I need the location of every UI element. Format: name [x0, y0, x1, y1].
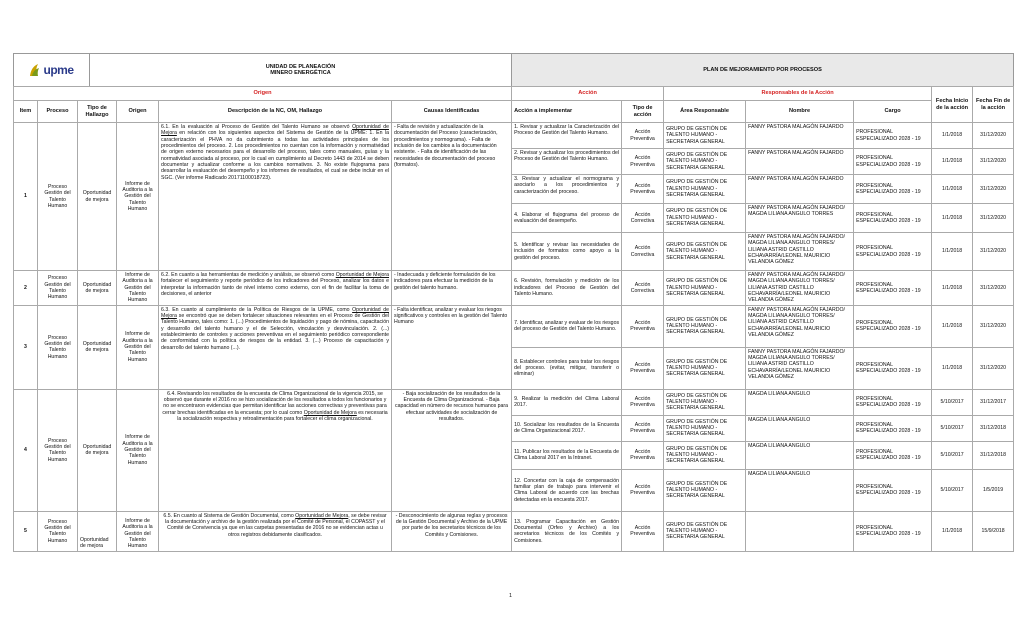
fecha-inicio-cell: 1/1/2018	[932, 347, 973, 389]
proceso-cell: Proceso Gestión del Talento Humano	[38, 271, 78, 306]
logo-cell	[14, 54, 90, 87]
group-accion: Acción	[512, 87, 664, 101]
fecha-fin-cell: 31/12/2020	[973, 149, 1014, 175]
col-fecha-fin: Fecha Fin de la acción	[973, 87, 1014, 123]
col-tipo-hallazgo: Tipo de Hallazgo	[78, 101, 117, 123]
nombre-cell: MAGDA LILIANA ANGULO	[746, 469, 854, 511]
tipo-accion-cell: Acción Correctiva	[622, 233, 664, 271]
causas-cell: - Falta identificar, analizar y evaluar los riesgos significativos y controles en la gestión del Talento Humano	[392, 305, 512, 389]
tipo-accion-cell: Acción Preventiva	[622, 511, 664, 551]
tipo-accion-cell: Acción Preventiva	[622, 149, 664, 175]
accion-cell: 1. Revisar y actualizar la Caracterización del Proceso de Gestión del Talento Humano.	[512, 123, 622, 149]
accion-cell: 13. Programar Capacitación en Gestión Documental (Orfeo y Archivo) a los secretarios técnicos de los Comités y Comisiones.	[512, 511, 622, 551]
nombre-cell: FANNY PASTORA MALAGÓN FAJARDO/ MAGDA LILIANA ANGULO TORRES/ LILIANA ASTRID CASTILLO ECHAVARRÍA/LEONEL MAURICIO VELANDIA GÓMEZ	[746, 271, 854, 306]
area-cell: GRUPO DE GESTIÓN DE TALENTO HUMANO - SECRETARIA GENERAL	[664, 389, 746, 415]
accion-cell: 3. Revisar y actualizar el normograma y asociarlo a los procedimientos y caracterización del proceso.	[512, 175, 622, 204]
descripcion-cell	[159, 271, 392, 306]
page-number: 1	[509, 593, 513, 599]
fecha-inicio-cell: 5/10/2017	[932, 415, 973, 441]
area-cell: GRUPO DE GESTIÓN DE TALENTO HUMANO - SECRETARIA GENERAL	[664, 305, 746, 347]
column-header-row	[14, 101, 1014, 123]
origen-cell: Informe de Auditoria a la Gestión del Talento Humano	[117, 271, 159, 306]
fecha-fin-cell: 31/12/2020	[973, 233, 1014, 271]
accion-cell: 8. Establecer controles para tratar los riesgos del proceso. (evitar, mitigar, transferir o eliminar)	[512, 347, 622, 389]
nombre-cell	[746, 511, 854, 551]
causas-cell: - Desconocimiento de algunas reglas y procesos de la Gestión Documental y Archivo de la UPME por parte de los secretarios técnicos de los Comités y Comisiones.	[392, 511, 512, 551]
cargo-cell: PROFESIONAL ESPECIALIZADO 2028 - 19	[854, 271, 932, 306]
cargo-cell: PROFESIONAL ESPECIALIZADO 2028 - 19	[854, 204, 932, 233]
cargo-cell: PROFESIONAL ESPECIALIZADO 2028 - 19	[854, 305, 932, 347]
nombre-cell: MAGDA LILIANA ANGULO	[746, 415, 854, 441]
col-causas: Causas Identificadas	[392, 101, 512, 123]
fecha-fin-cell: 31/12/2020	[973, 123, 1014, 149]
fecha-fin-cell: 31/12/2020	[973, 204, 1014, 233]
desc-om: Oportunidad de Mejora	[161, 124, 390, 137]
descripcion-cell	[159, 511, 392, 551]
cargo-cell: PROFESIONAL ESPECIALIZADO 2028 - 19	[854, 175, 932, 204]
desc-text: 6.3. En cuanto al cumplimiento de la Política de Riesgos de la UPME, como	[161, 306, 353, 313]
col-descripcion: Descripción de la NC, OM, Hallazgo	[159, 101, 392, 123]
proceso-cell: Proceso Gestión del Talento Humano	[38, 123, 78, 271]
desc-text: 6.5. En cuanto al Sistema de Gestión Documental, como	[163, 512, 296, 519]
accion-cell: 5. Identificar y revisar las necesidades de inclusión de formatos como apoyo a la gestión del proceso.	[512, 233, 622, 271]
origen-cell: Informe de Auditoria a la Gestión del Talento Humano	[117, 389, 159, 511]
fecha-fin-cell: 15/9/2018	[973, 511, 1014, 551]
upme-logo	[15, 63, 88, 77]
group-responsables: Responsables de la Acción	[664, 87, 932, 101]
org-line-1: UNIDAD DE PLANEACIÓN	[265, 64, 336, 70]
desc-text-rest: es necesaria la socialización respectiva y retroalimentación para fortalecer el clima organizacional.	[177, 409, 388, 423]
logo-text: upme	[43, 63, 74, 77]
descripcion-cell	[159, 389, 392, 511]
cargo-cell: PROFESIONAL ESPECIALIZADO 2028 - 19	[854, 441, 932, 469]
accion-cell: 9. Realizar la medición del Clima Laboral 2017.	[512, 389, 622, 415]
fecha-fin-cell: 31/12/2020	[973, 305, 1014, 347]
item-number: 3	[14, 305, 38, 389]
tipo-hallazgo-cell: Oportunidad de mejora	[78, 271, 117, 306]
desc-om: Oportunidad de Mejora	[161, 306, 389, 320]
desc-text-rest: fortalecer el seguimiento y reporte periódico de los indicadores del Proceso, analizar los datos e interpretar la información tanto de nivel interno como externo, con el fin de facilitar la toma de decisiones, el anterior	[161, 278, 389, 298]
table-row	[14, 271, 1014, 306]
fecha-inicio-cell: 1/1/2018	[932, 233, 973, 271]
fecha-fin-cell: 31/12/2018	[973, 415, 1014, 441]
org-line-2: MINERO ENERGÉTICA	[270, 70, 331, 76]
nombre-cell: FANNY PASTORA MALAGÓN FAJARDO/ MAGDA LILIANA ANGULO TORRES/ LILIANA ASTRID CASTILLO ECHAVARRÍA/LEONEL MAURICIO VELANDIA GÓMEZ	[746, 233, 854, 271]
item-number: 4	[14, 389, 38, 511]
nombre-cell: FANNY PASTORA MALAGÓN FAJARDO/ MAGDA LILIANA ANGULO TORRES/ LILIANA ASTRID CASTILLO ECHAVARRÍA/LEONEL MAURICIO VELANDIA GÓMEZ	[746, 347, 854, 389]
cargo-cell: PROFESIONAL ESPECIALIZADO 2028 - 19	[854, 347, 932, 389]
tipo-accion-cell: Acción Preventiva	[622, 469, 664, 511]
desc-text-rest: en relación con los siguientes aspectos del Sistema de Gestión de la UPME: 1. En la caracterización el PHVA no da cubrimiento a todas las actividades principales de los procedimientos del proceso. 2. Los procedimientos no cuentan con la información y normatividad de origen externo necesarios para el desarrollo del proceso, tales como manuales, guías y la normatividad asociada al proceso, por lo cual en cumplimiento al Decreto 1443 de 2014 se deben documentar y actualizar conforme a los cambios normativos. 3. No existe flujograma para desarrollar la evaluación del desempeño y los informes de resultados, el cual se debe incluir en el SGC. (Ver informe Radicado 20171100018723).	[161, 130, 389, 181]
desc-text: 6.4. Revisando los resultados de la encuesta de Clima Organizacional de la vigencia 2015, se observó que durante el 2016 no se hizo socialización de los resultados a todos los funcionarios y no se encontraron evidencias que permitan identificar las acciones correctivas y preventivas para cerrar brechas identificadas en la encuesta; por lo cual como	[162, 390, 387, 416]
cargo-cell: PROFESIONAL ESPECIALIZADO 2028 - 19	[854, 469, 932, 511]
col-nombre: Nombre	[746, 101, 854, 123]
desc-om: Oportunidad de Mejora	[335, 272, 389, 278]
tipo-hallazgo-cell: Oportunidad de mejora	[78, 389, 117, 511]
fecha-fin-cell: 31/12/2018	[973, 441, 1014, 469]
fecha-inicio-cell: 5/10/2017	[932, 469, 973, 511]
fecha-inicio-cell: 5/10/2017	[932, 441, 973, 469]
accion-cell: 11. Publicar los resultados de la Encuesta de Clima Laboral 2017 en la Intranet.	[512, 441, 622, 469]
descripcion-cell	[159, 305, 392, 389]
organization-name	[90, 54, 512, 87]
tipo-accion-cell: Acción Correctiva	[622, 271, 664, 306]
fecha-fin-cell: 31/12/2020	[973, 175, 1014, 204]
table-row	[14, 389, 1014, 415]
table-row	[14, 511, 1014, 551]
col-item: Item	[14, 101, 38, 123]
nombre-cell: FANNY PASTORA MALAGÓN FAJARDO/ MAGDA LILIANA ANGULO TORRES/ LILIANA ASTRID CASTILLO ECHAVARRÍA/LEONEL MAURICIO VELANDIA GÓMEZ	[746, 305, 854, 347]
causas-cell: - Falta de revisión y actualización de la documentación del Proceso (caracterización, procedimientos y normograma). - Falta de inclusión de los cambios a la documentación existente. - Falta de identificación de las necesidades de documentación del proceso (formatos).	[392, 123, 512, 271]
accion-cell: 7. Identificar, analizar y evaluar de los riesgos del proceso de Gestión del Talento Humano.	[512, 305, 622, 347]
fecha-inicio-cell: 1/1/2018	[932, 149, 973, 175]
col-cargo: Cargo	[854, 101, 932, 123]
area-cell: GRUPO DE GESTIÓN DE TALENTO HUMANO - SECRETARIA GENERAL	[664, 469, 746, 511]
plan-title: PLAN DE MEJORAMIENTO POR PROCESOS	[512, 54, 1014, 87]
item-number: 5	[14, 511, 38, 551]
col-proceso: Proceso	[38, 101, 78, 123]
proceso-cell: Proceso Gestión del Talento Humano	[38, 305, 78, 389]
nombre-cell: MAGDA LILIANA ANGULO	[746, 389, 854, 415]
area-cell: GRUPO DE GESTIÓN DE TALENTO HUMANO - SECRETARIA GENERAL	[664, 149, 746, 175]
fecha-inicio-cell: 1/1/2018	[932, 175, 973, 204]
area-cell: GRUPO DE GESTIÓN DE TALENTO HUMANO - SECRETARIA GENERAL	[664, 123, 746, 149]
causas-cell: - Inadecuada y deficiente formulación de los indicadores para efectuar la medición de la gestión del talento humano.	[392, 271, 512, 306]
proceso-cell: Proceso Gestión del Talento Humano	[38, 511, 78, 551]
fecha-inicio-cell: 1/1/2018	[932, 305, 973, 347]
fecha-inicio-cell: 1/1/2018	[932, 204, 973, 233]
cargo-cell: PROFESIONAL ESPECIALIZADO 2028 - 19	[854, 389, 932, 415]
group-header-row	[14, 87, 1014, 101]
col-origen: Origen	[117, 101, 159, 123]
tipo-accion-cell: Acción Correctiva	[622, 204, 664, 233]
upme-logo-icon	[29, 63, 41, 77]
desc-om: Oportunidad de Mejora	[303, 409, 357, 416]
accion-cell: 2. Revisar y actualizar los procedimientos del Proceso de Gestión del Talento Humano.	[512, 149, 622, 175]
origen-cell: Informe de Auditoria a la Gestión del Talento Humano	[117, 123, 159, 271]
area-cell: GRUPO DE GESTIÓN DE TALENTO HUMANO - SECRETARIA GENERAL	[664, 415, 746, 441]
tipo-hallazgo-cell: Oportunidad de mejora	[78, 511, 117, 551]
nombre-cell: FANNY PASTORA MALAGÓN FAJARDO	[746, 175, 854, 204]
tipo-accion-cell: Acción Preventiva	[622, 175, 664, 204]
item-number: 1	[14, 123, 38, 271]
causas-cell: - Baja socialización de los resultados de la Encuesta de Clima Organizacional. - Baja capacidad en número de recursos humanos para efectuar actividades de socialización de resultados.	[392, 389, 512, 511]
area-cell: GRUPO DE GESTIÓN DE TALENTO HUMANO - SECRETARIA GENERAL	[664, 204, 746, 233]
origen-cell: Informe de Auditoria a la Gestión del Talento Humano	[117, 305, 159, 389]
area-cell: GRUPO DE GESTIÓN DE TALENTO HUMANO - SECRETARIA GENERAL	[664, 233, 746, 271]
fecha-fin-cell: 31/12/2017	[973, 389, 1014, 415]
table-row	[14, 305, 1014, 347]
accion-cell: 6. Revisión, formulación y medición de los indicadores del Proceso de Gestión del Talento Humano.	[512, 271, 622, 306]
tipo-accion-cell: Acción Preventiva	[622, 347, 664, 389]
area-cell: GRUPO DE GESTIÓN DE TALENTO HUMANO - SECRETARIA GENERAL	[664, 271, 746, 306]
tipo-accion-cell: Acción Preventiva	[622, 123, 664, 149]
cargo-cell: PROFESIONAL ESPECIALIZADO 2028 - 19	[854, 233, 932, 271]
improvement-plan-table	[13, 86, 1014, 552]
fecha-fin-cell: 31/12/2020	[973, 347, 1014, 389]
tipo-hallazgo-cell: Oportunidad de mejora	[78, 123, 117, 271]
group-origen: Origen	[14, 87, 512, 101]
cargo-cell: PROFESIONAL ESPECIALIZADO 2028 - 19	[854, 123, 932, 149]
nombre-cell: FANNY PASTORA MALAGÓN FAJARDO	[746, 149, 854, 175]
tipo-accion-cell: Acción Preventiva	[622, 389, 664, 415]
area-cell: GRUPO DE GESTIÓN DE TALENTO HUMANO - SECRETARIA GENERAL	[664, 175, 746, 204]
fecha-inicio-cell: 1/1/2018	[932, 511, 973, 551]
area-cell: GRUPO DE GESTIÓN DE TALENTO HUMANO - SECRETARIA GENERAL	[664, 347, 746, 389]
item-number: 2	[14, 271, 38, 306]
tipo-accion-cell: Acción Preventiva	[622, 441, 664, 469]
desc-text: 6.1. En la evaluación al Proceso de Gestión del Talento Humano se observó	[161, 124, 353, 130]
cargo-cell: PROFESIONAL ESPECIALIZADO 2028 - 19	[854, 415, 932, 441]
accion-cell: 10. Socializar los resultados de la Encuesta de Clima Organizacional 2017.	[512, 415, 622, 441]
nombre-cell: MAGDA LILIANA ANGULO	[746, 441, 854, 469]
document-header	[13, 53, 1014, 87]
col-fecha-inicio: Fecha Inicio de la acción	[932, 87, 973, 123]
descripcion-cell	[159, 123, 392, 271]
tipo-hallazgo-cell: Oportunidad de mejora	[78, 305, 117, 389]
cargo-cell: PROFESIONAL ESPECIALIZADO 2028 - 19	[854, 511, 932, 551]
fecha-inicio-cell: 5/10/2017	[932, 389, 973, 415]
desc-text-rest: , se debe revisar la documentación y archivo de la gestión realizada por el Comité de Personal, el COPASST y el Comité de Convivencia ya que en las carpetas presentadas de 2016 no se evidencian actas u otros registros debidamente clasificados.	[165, 512, 387, 538]
cargo-cell: PROFESIONAL ESPECIALIZADO 2028 - 19	[854, 149, 932, 175]
origen-cell: Informe de Auditoria a la Gestión del Talento Humano	[117, 511, 159, 551]
tipo-accion-cell: Acción Preventiva	[622, 305, 664, 347]
nombre-cell: FANNY PASTORA MALAGÓN FAJARDO	[746, 123, 854, 149]
fecha-fin-cell: 1/5/2019	[973, 469, 1014, 511]
col-tipo-accion: Tipo de acción	[622, 101, 664, 123]
desc-text-rest: se encontró que se deben fortalecer situaciones relevantes en el Proceso de Gestión del Talento Humano, tales como: 1. (...) Procedimientos de liquidación y pago de nómina, capacitación y desarrollo del talento humano y el de Selección, vinculación y desvinculación. 2. (...) establecimiento de controles y acciones preventivas en el seguimiento periódico correspondiente de conformidad con la política de riesgos de la entidad. 3. (...) Proceso de capacitación y desarrollo del talento humano (...).	[161, 313, 389, 351]
proceso-cell: Proceso Gestión del Talento Humano	[38, 389, 78, 511]
area-cell: GRUPO DE GESTIÓN DE TALENTO HUMANO - SECRETARIA GENERAL	[664, 511, 746, 551]
fecha-inicio-cell: 1/1/2018	[932, 271, 973, 306]
fecha-inicio-cell: 1/1/2018	[932, 123, 973, 149]
table-row	[14, 123, 1014, 149]
fecha-fin-cell: 31/12/2020	[973, 271, 1014, 306]
col-accion: Acción a implementar	[512, 101, 622, 123]
accion-cell: 4. Elaborar el flujograma del proceso de evaluación del desempeño.	[512, 204, 622, 233]
accion-cell: 12. Concertar con la caja de compensación familiar plan de trabajo para intervenir el Clima Laboral de acuerdo con las brechas detectadas en la encuesta 2017.	[512, 469, 622, 511]
tipo-accion-cell: Acción Preventiva	[622, 415, 664, 441]
nombre-cell: FANNY PASTORA MALAGÓN FAJARDO/ MAGDA LILIANA ANGULO TORRES	[746, 204, 854, 233]
desc-text: 6.2. En cuanto a las herramientas de medición y análisis, se observó como	[161, 272, 336, 278]
area-cell: GRUPO DE GESTIÓN DE TALENTO HUMANO - SECRETARIA GENERAL	[664, 441, 746, 469]
desc-om: Oportunidad de Mejora	[295, 512, 349, 519]
col-area: Área Responsable	[664, 101, 746, 123]
